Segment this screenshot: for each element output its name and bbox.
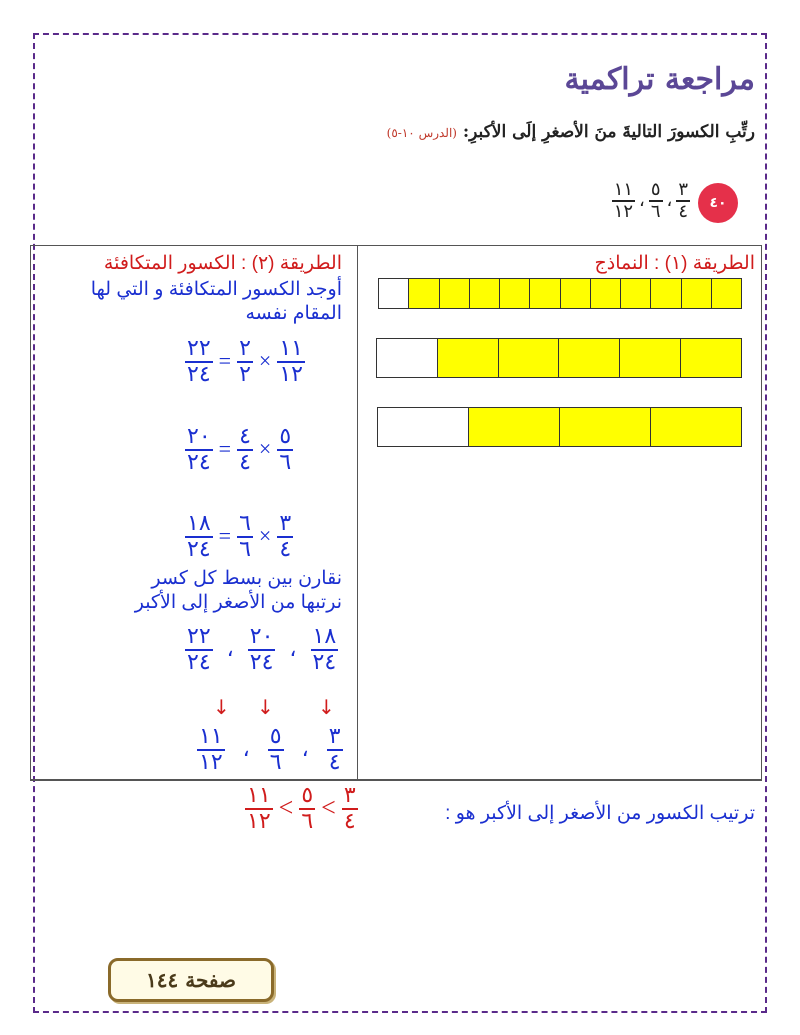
fraction-model-segment — [499, 279, 529, 308]
fraction-model-bar — [376, 338, 742, 378]
fraction-model-segment — [650, 279, 680, 308]
separator: ، — [639, 189, 645, 211]
compare-text-2: نرتبها من الأصغر إلى الأكبر — [134, 592, 342, 613]
down-arrow-icon: ↓ — [257, 695, 274, 719]
question-fraction: $\frac{٥}{٦}$ — [650, 179, 661, 221]
fraction-model-segment — [437, 339, 498, 377]
lesson-reference: (الدرس ١٠-٥) — [386, 126, 457, 140]
equivalence-equation: $\frac{٢٢}{٢٤}$ = $\frac{٢}{٢}$ × $\frac{١١}{١٢}$ — [187, 335, 303, 386]
fraction-model-segment — [439, 279, 469, 308]
compare-text-1: نقارن بين بسط كل كسر — [151, 568, 342, 589]
fraction-model-segment — [529, 279, 559, 308]
question-fraction: $\frac{١١}{١٢}$ — [613, 179, 634, 221]
question-number-badge: ٤٠ — [698, 183, 738, 223]
page-title: مراجعة تراكمية — [564, 62, 755, 97]
answer-fractions: $\frac{١١}{١٢}$ < $\frac{٥}{٦}$ < $\frac{٣}{٤}$ — [247, 782, 356, 833]
fraction-model-segment — [711, 279, 741, 308]
fraction-model-segment — [379, 279, 408, 308]
fraction-model-segment — [469, 279, 499, 308]
answer-text: ترتيب الكسور من الأصغر إلى الأكبر هو : — [445, 803, 755, 824]
fraction-model-segment — [377, 339, 437, 377]
fraction-model-segment — [680, 339, 741, 377]
page-number-badge: صفحة ١٤٤ — [108, 958, 274, 1002]
separator: ، — [666, 189, 673, 211]
fraction-model-bar — [377, 407, 742, 447]
fraction-model-segment — [408, 279, 438, 308]
fraction-model-segment — [560, 279, 590, 308]
fraction-model-segment — [378, 408, 468, 446]
fraction-model-segment — [559, 408, 650, 446]
fraction-model-segment — [468, 408, 559, 446]
method1-title: الطريقة (١) : النماذج — [594, 253, 755, 274]
column-divider — [357, 245, 358, 780]
fraction-model-segment — [650, 408, 741, 446]
fraction-model-segment — [590, 279, 620, 308]
answer-divider — [30, 780, 762, 781]
instruction-text — [387, 122, 755, 142]
method2-instruction-1: أوجد الكسور المتكافئة و التي لها — [90, 279, 342, 300]
solution-table — [30, 245, 762, 780]
equivalence-equation: $\frac{٢٠}{٢٤}$ = $\frac{٤}{٤}$ × $\frac{٥}{٦}$ — [187, 423, 292, 474]
fraction-model-segment — [620, 279, 650, 308]
ordered-equivalent-fractions: $\frac{٢٢}{٢٤}$ ، $\frac{٢٠}{٢٤}$ ، $\frac{١٨}{٢٤}$ — [187, 623, 337, 674]
question-fractions — [612, 180, 690, 220]
question-fraction: $\frac{٣}{٤}$ — [678, 179, 688, 221]
down-arrow-icon: ↓ — [213, 695, 230, 719]
method2-title: الطريقة (٢) : الكسور المتكافئة — [103, 253, 342, 274]
down-arrow-icon: ↓ — [318, 695, 335, 719]
method2-instruction-2: المقام نفسه — [245, 303, 342, 324]
fraction-model-segment — [558, 339, 619, 377]
instruction-main: رتِّبِ الكسورَ التاليةَ منَ الأصغرِ إلَى الأكبرِ: — [462, 122, 755, 142]
fraction-model-segment — [498, 339, 559, 377]
fraction-model-segment — [619, 339, 680, 377]
equivalence-equation: $\frac{١٨}{٢٤}$ = $\frac{٦}{٦}$ × $\frac{٣}{٤}$ — [187, 510, 292, 561]
fraction-model-segment — [681, 279, 711, 308]
fraction-model-bar — [378, 278, 742, 309]
ordered-original-fractions: $\frac{١١}{١٢}$ ، $\frac{٥}{٦}$ ، $\frac{٣}{٤}$ — [199, 723, 341, 774]
